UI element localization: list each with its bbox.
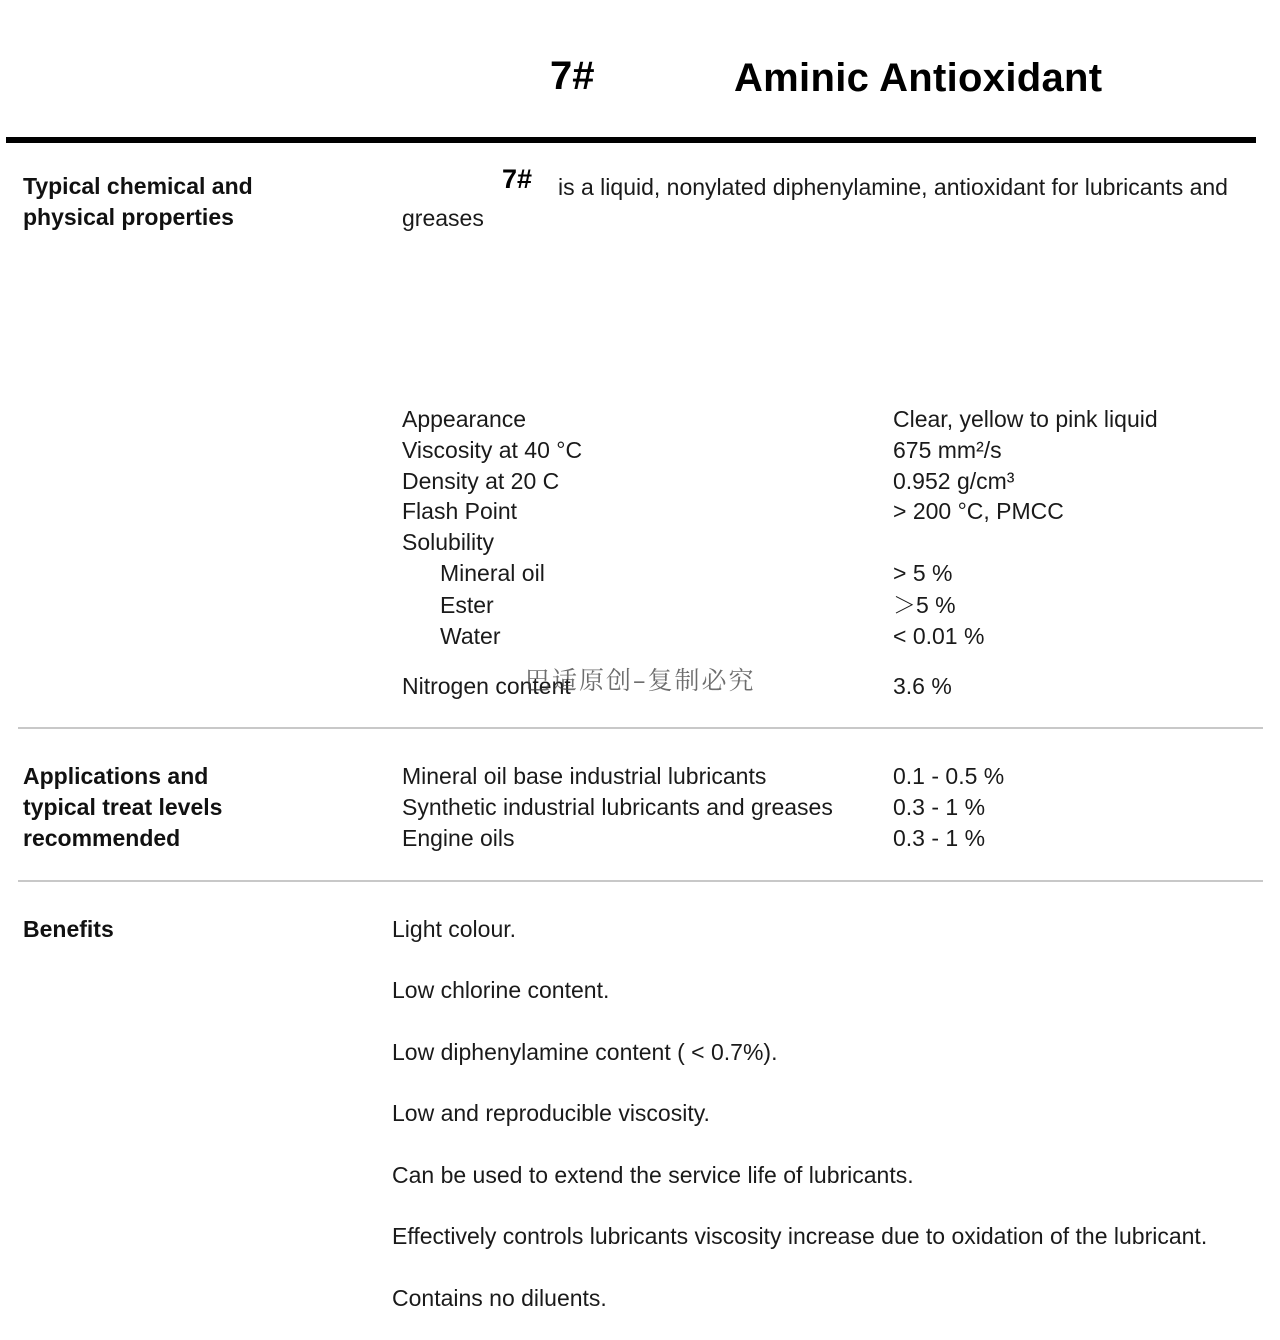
application-treat-level: 0.1 - 0.5 % bbox=[893, 763, 1005, 789]
benefit-item: Low diphenylamine content ( < 0.7%). bbox=[392, 1039, 778, 1065]
application-treat-level: 0.3 - 1 % bbox=[893, 794, 986, 820]
property-label: Density at 20 C bbox=[402, 468, 560, 494]
application-label: Mineral oil base industrial lubricants bbox=[402, 763, 767, 789]
header-divider bbox=[6, 137, 1256, 143]
property-label: Appearance bbox=[402, 406, 527, 432]
applications-heading bbox=[23, 761, 353, 854]
benefit-item: Low and reproducible viscosity. bbox=[392, 1100, 710, 1126]
application-label: Synthetic industrial lubricants and greases bbox=[402, 794, 833, 820]
watermark-text: 巴适原创–复制必究 bbox=[525, 666, 756, 695]
section-divider bbox=[18, 880, 1263, 882]
property-value: > 200 °C, PMCC bbox=[893, 498, 1064, 524]
document-title: Aminic Antioxidant bbox=[734, 56, 1103, 100]
property-value: 675 mm²/s bbox=[893, 437, 1002, 463]
properties-heading bbox=[23, 171, 353, 233]
product-code: 7# bbox=[550, 54, 595, 98]
property-value: ＞5 % bbox=[893, 592, 956, 618]
property-label: Mineral oil bbox=[440, 560, 545, 586]
property-label: Ester bbox=[440, 592, 494, 618]
application-label: Engine oils bbox=[402, 825, 515, 851]
property-value: 3.6 % bbox=[893, 673, 952, 699]
properties-heading-line1: Typical chemical and bbox=[23, 173, 253, 199]
intro-text-line2: greases bbox=[402, 205, 484, 231]
benefit-item: Light colour. bbox=[392, 916, 517, 942]
benefits-heading: Benefits bbox=[23, 916, 114, 942]
application-treat-level: 0.3 - 1 % bbox=[893, 825, 986, 851]
property-value: < 0.01 % bbox=[893, 623, 985, 649]
intro-product-code: 7# bbox=[502, 164, 533, 194]
property-value: > 5 % bbox=[893, 560, 953, 586]
property-label: Water bbox=[440, 623, 501, 649]
benefit-item: Contains no diluents. bbox=[392, 1285, 607, 1311]
applications-heading-line1: Applications and bbox=[23, 763, 209, 789]
property-label: Solubility bbox=[402, 529, 495, 555]
property-label: Nitrogen content bbox=[402, 673, 571, 699]
property-value: 0.952 g/cm³ bbox=[893, 468, 1015, 494]
benefit-item: Can be used to extend the service life of lubricants. bbox=[392, 1162, 914, 1188]
benefit-item: Low chlorine content. bbox=[392, 977, 610, 1003]
applications-heading-line2: typical treat levels bbox=[23, 794, 223, 820]
applications-heading-line3: recommended bbox=[23, 825, 181, 851]
property-value: Clear, yellow to pink liquid bbox=[893, 406, 1158, 432]
intro-text-line1: is a liquid, nonylated diphenylamine, antioxidant for lubricants and bbox=[558, 174, 1228, 200]
section-divider bbox=[18, 727, 1263, 729]
property-label: Viscosity at 40 °C bbox=[402, 437, 583, 463]
benefit-item: Effectively controls lubricants viscosity increase due to oxidation of the lubricant. bbox=[392, 1223, 1208, 1249]
properties-heading-line2: physical properties bbox=[23, 204, 234, 230]
property-label: Flash Point bbox=[402, 498, 518, 524]
